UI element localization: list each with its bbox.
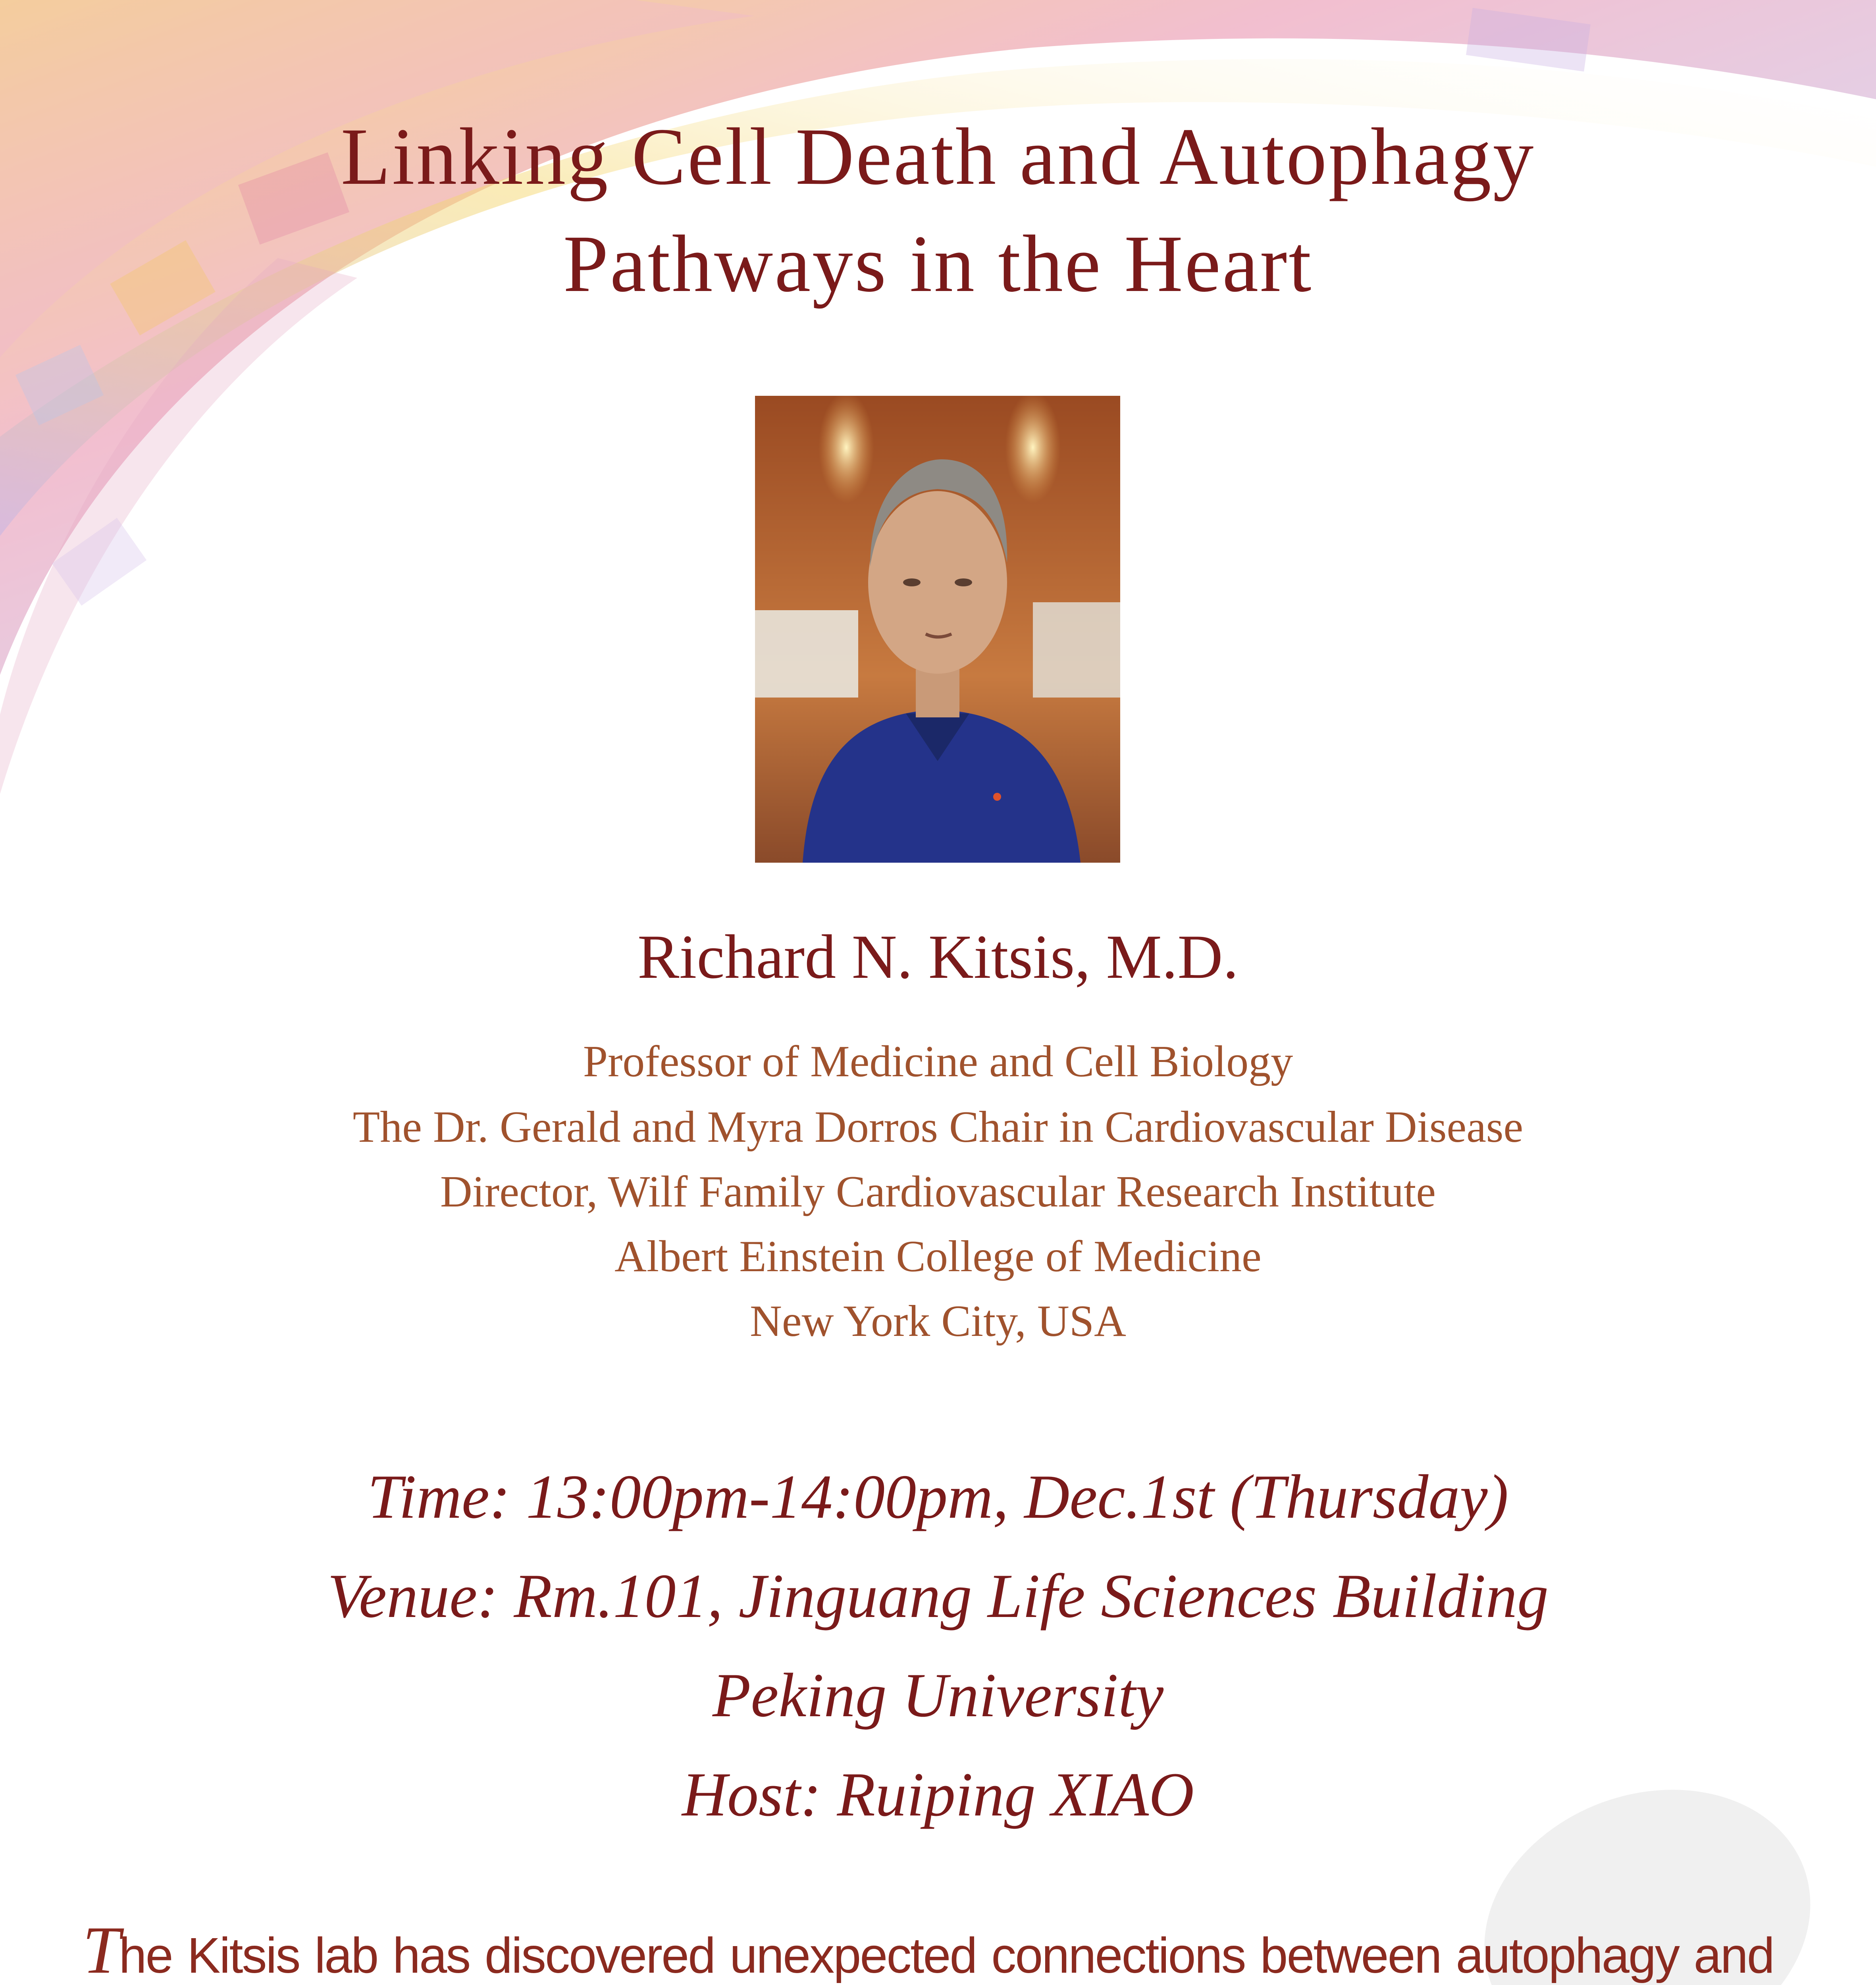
affiliation-line: Director, Wilf Family Cardiovascular Research Institute bbox=[440, 1167, 1436, 1216]
poster-title-line-1: Linking Cell Death and Autophagy bbox=[341, 112, 1535, 202]
event-time: Time: 13:00pm-14:00pm, Dec.1st (Thursday) bbox=[367, 1462, 1509, 1532]
event-university: Peking University bbox=[712, 1661, 1164, 1730]
poster-title-line-2: Pathways in the Heart bbox=[563, 219, 1313, 309]
speaker-name: Richard N. Kitsis, M.D. bbox=[637, 922, 1239, 992]
affiliation-line: Albert Einstein College of Medicine bbox=[614, 1232, 1262, 1281]
affiliation-line: The Dr. Gerald and Myra Dorros Chair in Cardiovascular Disease bbox=[352, 1102, 1524, 1152]
affiliation-line: Professor of Medicine and Cell Biology bbox=[583, 1037, 1293, 1086]
speaker-photo bbox=[755, 396, 1120, 863]
abstract-drop-cap: T bbox=[83, 1913, 119, 1985]
event-host: Host: Ruiping XIAO bbox=[682, 1760, 1194, 1829]
event-venue: Venue: Rm.101, Jinguang Life Sciences Building bbox=[327, 1561, 1549, 1631]
abstract-text: he Kitsis lab has discovered unexpected connections between autophagy and bbox=[119, 1927, 1774, 1983]
abstract-paragraph bbox=[83, 1906, 1774, 1985]
affiliation-line: New York City, USA bbox=[749, 1297, 1126, 1346]
